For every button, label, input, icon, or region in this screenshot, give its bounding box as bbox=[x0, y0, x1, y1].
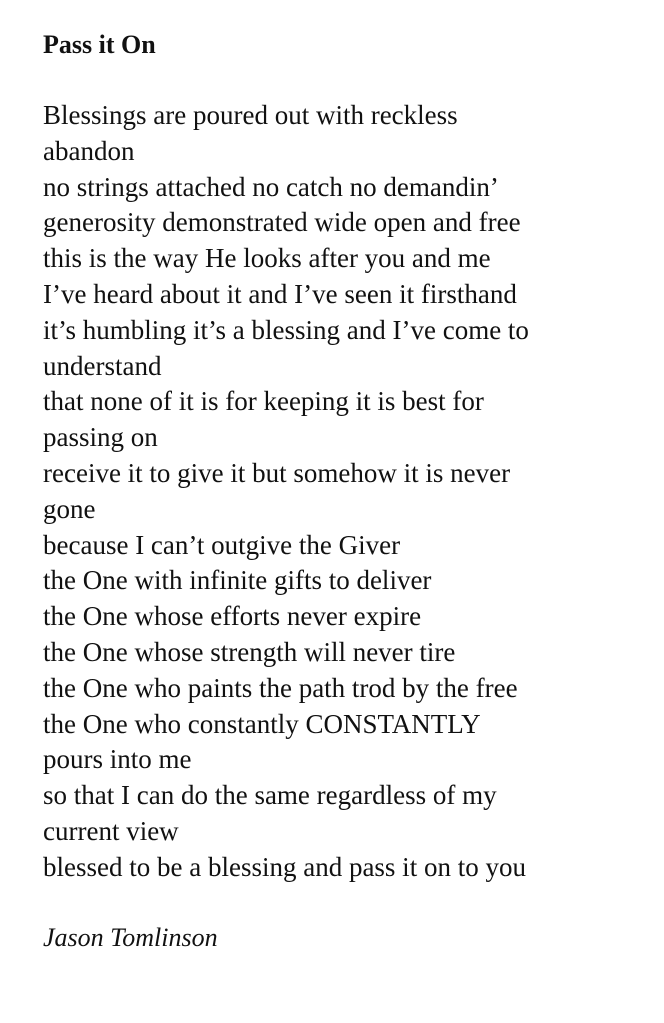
poem-line: so that I can do the same regardless of my bbox=[43, 780, 497, 811]
poem-line: current view bbox=[43, 815, 179, 846]
poem-line: the One who constantly CONSTANTLY bbox=[43, 708, 481, 739]
poem-title: Pass it On bbox=[43, 30, 156, 59]
poem-line: this is the way He looks after you and me bbox=[43, 243, 491, 274]
poem-line: the One with infinite gifts to deliver bbox=[43, 565, 432, 596]
poem-line: that none of it is for keeping it is best for bbox=[43, 386, 484, 417]
poem-line: because I can’t outgive the Giver bbox=[43, 529, 401, 560]
poem-line: I’ve heard about it and I’ve seen it firsthand bbox=[43, 278, 517, 309]
poem-line: the One whose efforts never expire bbox=[43, 601, 422, 632]
poem-body bbox=[43, 98, 643, 886]
poem-author: Jason Tomlinson bbox=[43, 923, 218, 952]
poem-line: the One whose strength will never tire bbox=[43, 636, 456, 667]
poem-line: understand bbox=[43, 350, 162, 381]
poem-line: pours into me bbox=[43, 744, 192, 775]
poem-line: passing on bbox=[43, 422, 158, 453]
poem-line: receive it to give it but somehow it is never bbox=[43, 457, 511, 488]
poem-line: no strings attached no catch no demandin’ bbox=[43, 171, 499, 202]
poem-line: it’s humbling it’s a blessing and I’ve come to bbox=[43, 314, 529, 345]
poem-line: generosity demonstrated wide open and free bbox=[43, 207, 521, 238]
poem-line: abandon bbox=[43, 135, 135, 166]
poem-line: gone bbox=[43, 493, 96, 524]
poem-line: Blessings are poured out with reckless bbox=[43, 100, 458, 130]
poem-line: blessed to be a blessing and pass it on to you bbox=[43, 851, 526, 882]
poem-line: the One who paints the path trod by the free bbox=[43, 672, 518, 703]
